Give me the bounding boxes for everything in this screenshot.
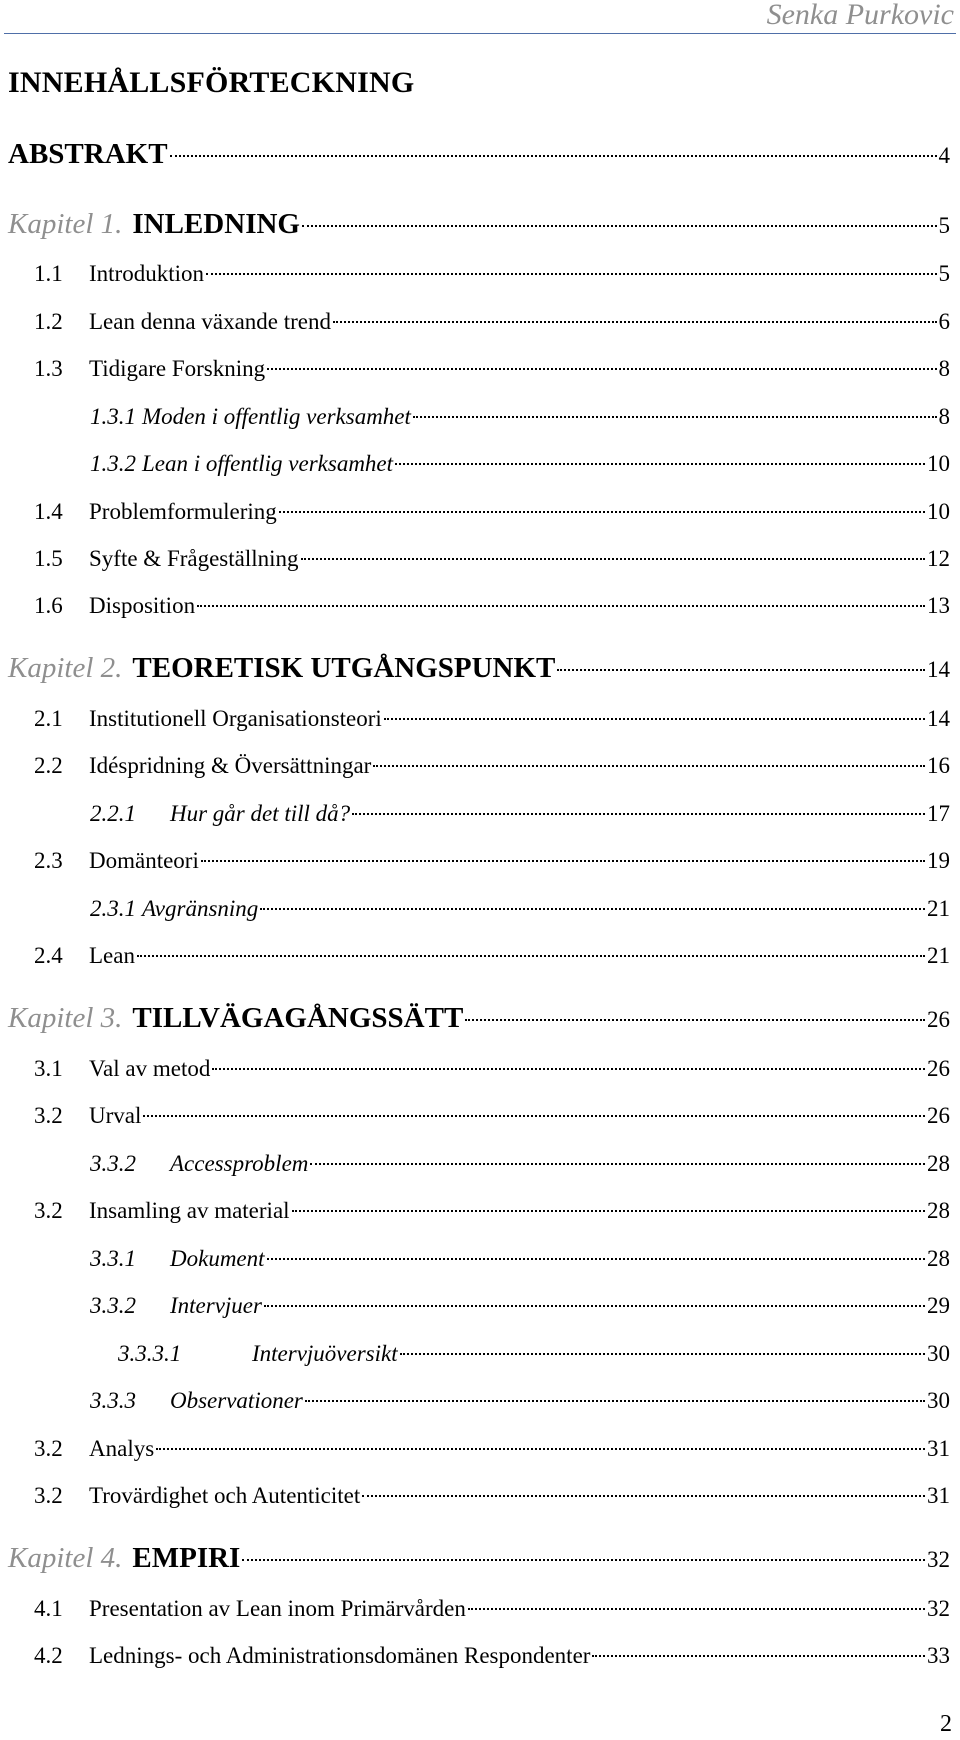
section-number: 2.4 (34, 943, 63, 968)
chapter-prefix: Kapitel 3. (8, 1002, 123, 1034)
toc-entry[interactable] (8, 209, 950, 241)
toc-entry[interactable] (90, 404, 950, 429)
toc-page-number: 30 (927, 1388, 950, 1413)
dot-leader (302, 224, 937, 227)
toc-page-number: 26 (927, 1007, 950, 1032)
toc-page-number: 14 (927, 706, 950, 731)
section-number: 3.3.2 (90, 1293, 136, 1318)
toc-entry[interactable] (8, 1003, 950, 1035)
toc-entry[interactable] (90, 451, 950, 476)
dot-leader (362, 1494, 925, 1497)
section-number: 1.3 (34, 356, 63, 381)
toc-entry[interactable] (90, 1293, 950, 1318)
toc-entry-label (90, 1388, 303, 1413)
toc-entry[interactable] (34, 546, 950, 571)
section-title: Hur går det till då? (170, 801, 351, 826)
toc-entry-label (90, 896, 258, 921)
toc-entry-label (118, 1341, 398, 1366)
section-title: Urval (89, 1103, 142, 1128)
section-title: Institutionell Organisationsteori (89, 706, 382, 731)
toc-entry-label (90, 1246, 265, 1271)
toc-entry[interactable] (34, 1198, 950, 1223)
toc-entry-label (34, 943, 135, 968)
toc-entry-label (34, 848, 199, 873)
toc-entry[interactable] (34, 261, 950, 286)
section-number: 1.3.2 (90, 451, 136, 476)
dot-leader (465, 1018, 925, 1021)
toc-page-number: 8 (938, 356, 950, 381)
dot-leader (310, 1162, 925, 1165)
dot-leader (292, 1209, 925, 1212)
toc-page-number: 28 (927, 1198, 950, 1223)
toc-page-number: 5 (938, 213, 950, 238)
section-title: Analys (89, 1436, 155, 1461)
section-number: 1.4 (34, 499, 63, 524)
chapter-title: TEORETISK UTGÅNGSPUNKT (132, 652, 556, 684)
toc-entry-label (34, 1056, 210, 1081)
dot-leader (373, 764, 925, 767)
dot-leader (143, 1114, 925, 1117)
toc-page-number: 26 (927, 1056, 950, 1081)
section-title: Tidigare Forskning (89, 356, 266, 381)
toc-page-number: 6 (938, 309, 950, 334)
section-title: Idéspridning & Översättningar (89, 753, 372, 778)
section-title: Dokument (170, 1246, 265, 1271)
toc-entry-label (8, 1543, 240, 1575)
toc-page-number: 31 (927, 1483, 950, 1508)
toc-entry[interactable] (34, 1643, 950, 1668)
dot-leader (468, 1607, 925, 1610)
dot-leader (333, 320, 936, 323)
dot-leader (170, 154, 937, 157)
header-author: Senka Purkovic (766, 0, 954, 31)
section-number: 4.1 (34, 1596, 63, 1621)
toc-entry[interactable] (34, 1103, 950, 1128)
toc-page-number: 10 (927, 451, 950, 476)
section-title: Avgränsning (142, 896, 259, 921)
section-number: 3.2 (34, 1483, 63, 1508)
toc-page-number: 10 (927, 499, 950, 524)
section-title: Insamling av material (89, 1198, 290, 1223)
toc-page-number: 31 (927, 1436, 950, 1461)
toc-page-number: 32 (927, 1547, 950, 1572)
dot-leader (557, 668, 925, 671)
toc-page-number: 4 (938, 143, 950, 168)
toc-entry-label (34, 309, 331, 334)
toc-entry[interactable] (34, 753, 950, 778)
dot-leader (400, 1352, 925, 1355)
section-title: Presentation av Lean inom Primärvården (89, 1596, 466, 1621)
toc-entry-label (8, 209, 300, 241)
section-number: 3.2 (34, 1103, 63, 1128)
toc-entry-label (90, 1293, 262, 1318)
toc-page-number: 12 (927, 546, 950, 571)
toc-entry-label (34, 261, 204, 286)
toc-entry[interactable] (34, 1056, 950, 1081)
toc-entry[interactable] (34, 1483, 950, 1508)
toc-page-number: 16 (927, 753, 950, 778)
chapter-prefix: Kapitel 4. (8, 1542, 123, 1574)
toc-entry[interactable] (118, 1341, 950, 1366)
toc-entry[interactable] (34, 1436, 950, 1461)
dot-leader (267, 367, 936, 370)
section-number: 2.2 (34, 753, 63, 778)
dot-leader (156, 1447, 925, 1450)
toc-page-number: 19 (927, 848, 950, 873)
toc-entry[interactable] (34, 1596, 950, 1621)
toc-entry[interactable] (34, 848, 950, 873)
toc-entry[interactable] (34, 943, 950, 968)
dot-leader (305, 1399, 925, 1402)
section-number: 1.6 (34, 593, 63, 618)
dot-leader (264, 1304, 925, 1307)
toc-entry-label (90, 404, 411, 429)
toc-entry-label (8, 653, 555, 685)
toc-page-number: 5 (938, 261, 950, 286)
chapter-title: INLEDNING (132, 208, 300, 240)
section-title: Disposition (89, 593, 196, 618)
toc-page-number: 14 (927, 657, 950, 682)
dot-leader (301, 557, 925, 560)
toc-entry[interactable] (90, 1151, 950, 1176)
section-title: Domänteori (89, 848, 199, 873)
toc-entry[interactable] (34, 356, 950, 381)
section-title: Intervjuer (170, 1293, 262, 1318)
toc-page-number: 28 (927, 1151, 950, 1176)
section-number: 2.2.1 (90, 801, 136, 826)
section-title: Trovärdighet och Autenticitet (89, 1483, 361, 1508)
toc-page-number: 21 (927, 943, 950, 968)
section-number: 2.3.1 (90, 896, 136, 921)
toc-title: INNEHÅLLSFÖRTECKNING (8, 66, 415, 99)
toc-entry-label (90, 801, 350, 826)
section-title: Syfte & Frågeställning (89, 546, 299, 571)
toc-page-number: 17 (927, 801, 950, 826)
dot-leader (352, 812, 925, 815)
section-title: Val av metod (89, 1056, 211, 1081)
toc-page-number: 33 (927, 1643, 950, 1668)
dot-leader (206, 272, 937, 275)
toc-entry[interactable] (90, 1246, 950, 1271)
chapter-prefix: Kapitel 1. (8, 208, 123, 240)
toc-entry-label (8, 139, 168, 171)
toc-entry-label (34, 356, 265, 381)
section-title: Lean denna växande trend (89, 309, 332, 334)
toc-entry-label (34, 593, 195, 618)
section-number: 1.2 (34, 309, 63, 334)
section-number: 3.2 (34, 1198, 63, 1223)
dot-leader (413, 415, 937, 418)
toc-entry[interactable] (8, 139, 950, 171)
section-number: 3.3.2 (90, 1151, 136, 1176)
section-title: Problemformulering (89, 499, 277, 524)
toc-entry-label (90, 451, 393, 476)
dot-leader (137, 954, 925, 957)
toc-entry-label (34, 753, 371, 778)
section-number: 3.1 (34, 1056, 63, 1081)
toc-entry[interactable] (90, 801, 950, 826)
toc-entry-label (34, 1436, 154, 1461)
section-number: 3.2 (34, 1436, 63, 1461)
dot-leader (279, 510, 925, 513)
section-number: 3.3.3 (90, 1388, 136, 1413)
section-number: 1.5 (34, 546, 63, 571)
toc-entry-label (8, 1003, 463, 1035)
toc-entry[interactable] (34, 309, 950, 334)
dot-leader (197, 604, 925, 607)
toc-page-number: 32 (927, 1596, 950, 1621)
toc-entry-label (34, 499, 277, 524)
section-title: Lean i offentlig verksamhet (142, 451, 394, 476)
toc-entry[interactable] (90, 896, 950, 921)
toc-page-number: 30 (927, 1341, 950, 1366)
section-title: Intervjuöversikt (252, 1341, 398, 1366)
section-number: 4.2 (34, 1643, 63, 1668)
header-rule (4, 33, 956, 34)
chapter-prefix: Kapitel 2. (8, 652, 123, 684)
toc-entry-label (34, 1483, 360, 1508)
toc-entry-title: ABSTRAKT (8, 138, 168, 170)
dot-leader (267, 1257, 925, 1260)
section-title: Accessproblem (170, 1151, 309, 1176)
toc-entry-label (34, 546, 299, 571)
toc-entry-label (34, 1198, 290, 1223)
dot-leader (212, 1067, 925, 1070)
toc-page-number: 21 (927, 896, 950, 921)
section-number: 1.3.1 (90, 404, 136, 429)
toc-entry[interactable] (90, 1388, 950, 1413)
section-number: 3.3.1 (90, 1246, 136, 1271)
toc-page-number: 13 (927, 593, 950, 618)
toc-page-number: 28 (927, 1246, 950, 1271)
toc-entry-label (34, 706, 382, 731)
toc-entry-label (90, 1151, 308, 1176)
toc-entry[interactable] (8, 1543, 950, 1575)
section-number: 2.1 (34, 706, 63, 731)
chapter-title: TILLVÄGAGÅNGSSÄTT (132, 1002, 464, 1034)
toc-page-number: 8 (938, 404, 950, 429)
section-number: 3.3.3.1 (118, 1341, 182, 1366)
toc-page-number: 26 (927, 1103, 950, 1128)
section-title: Lednings- och Administrationsdomänen Respondenter (89, 1643, 591, 1668)
toc-entry[interactable] (34, 593, 950, 618)
dot-leader (242, 1558, 925, 1561)
section-title: Observationer (170, 1388, 303, 1413)
section-title: Moden i offentlig verksamhet (142, 404, 411, 429)
toc-entry[interactable] (34, 499, 950, 524)
section-title: Introduktion (89, 261, 204, 286)
section-title: Lean (89, 943, 135, 968)
toc-entry-label (34, 1643, 590, 1668)
toc-entry[interactable] (34, 706, 950, 731)
dot-leader (260, 907, 925, 910)
section-number: 1.1 (34, 261, 63, 286)
section-number: 2.3 (34, 848, 63, 873)
toc-page-number: 29 (927, 1293, 950, 1318)
toc-entry-label (34, 1103, 141, 1128)
page-number: 2 (940, 1711, 952, 1737)
dot-leader (201, 859, 925, 862)
dot-leader (384, 717, 925, 720)
toc-entry[interactable] (8, 653, 950, 685)
toc-entry-label (34, 1596, 466, 1621)
dot-leader (592, 1654, 925, 1657)
dot-leader (395, 462, 925, 465)
chapter-title: EMPIRI (132, 1542, 241, 1574)
